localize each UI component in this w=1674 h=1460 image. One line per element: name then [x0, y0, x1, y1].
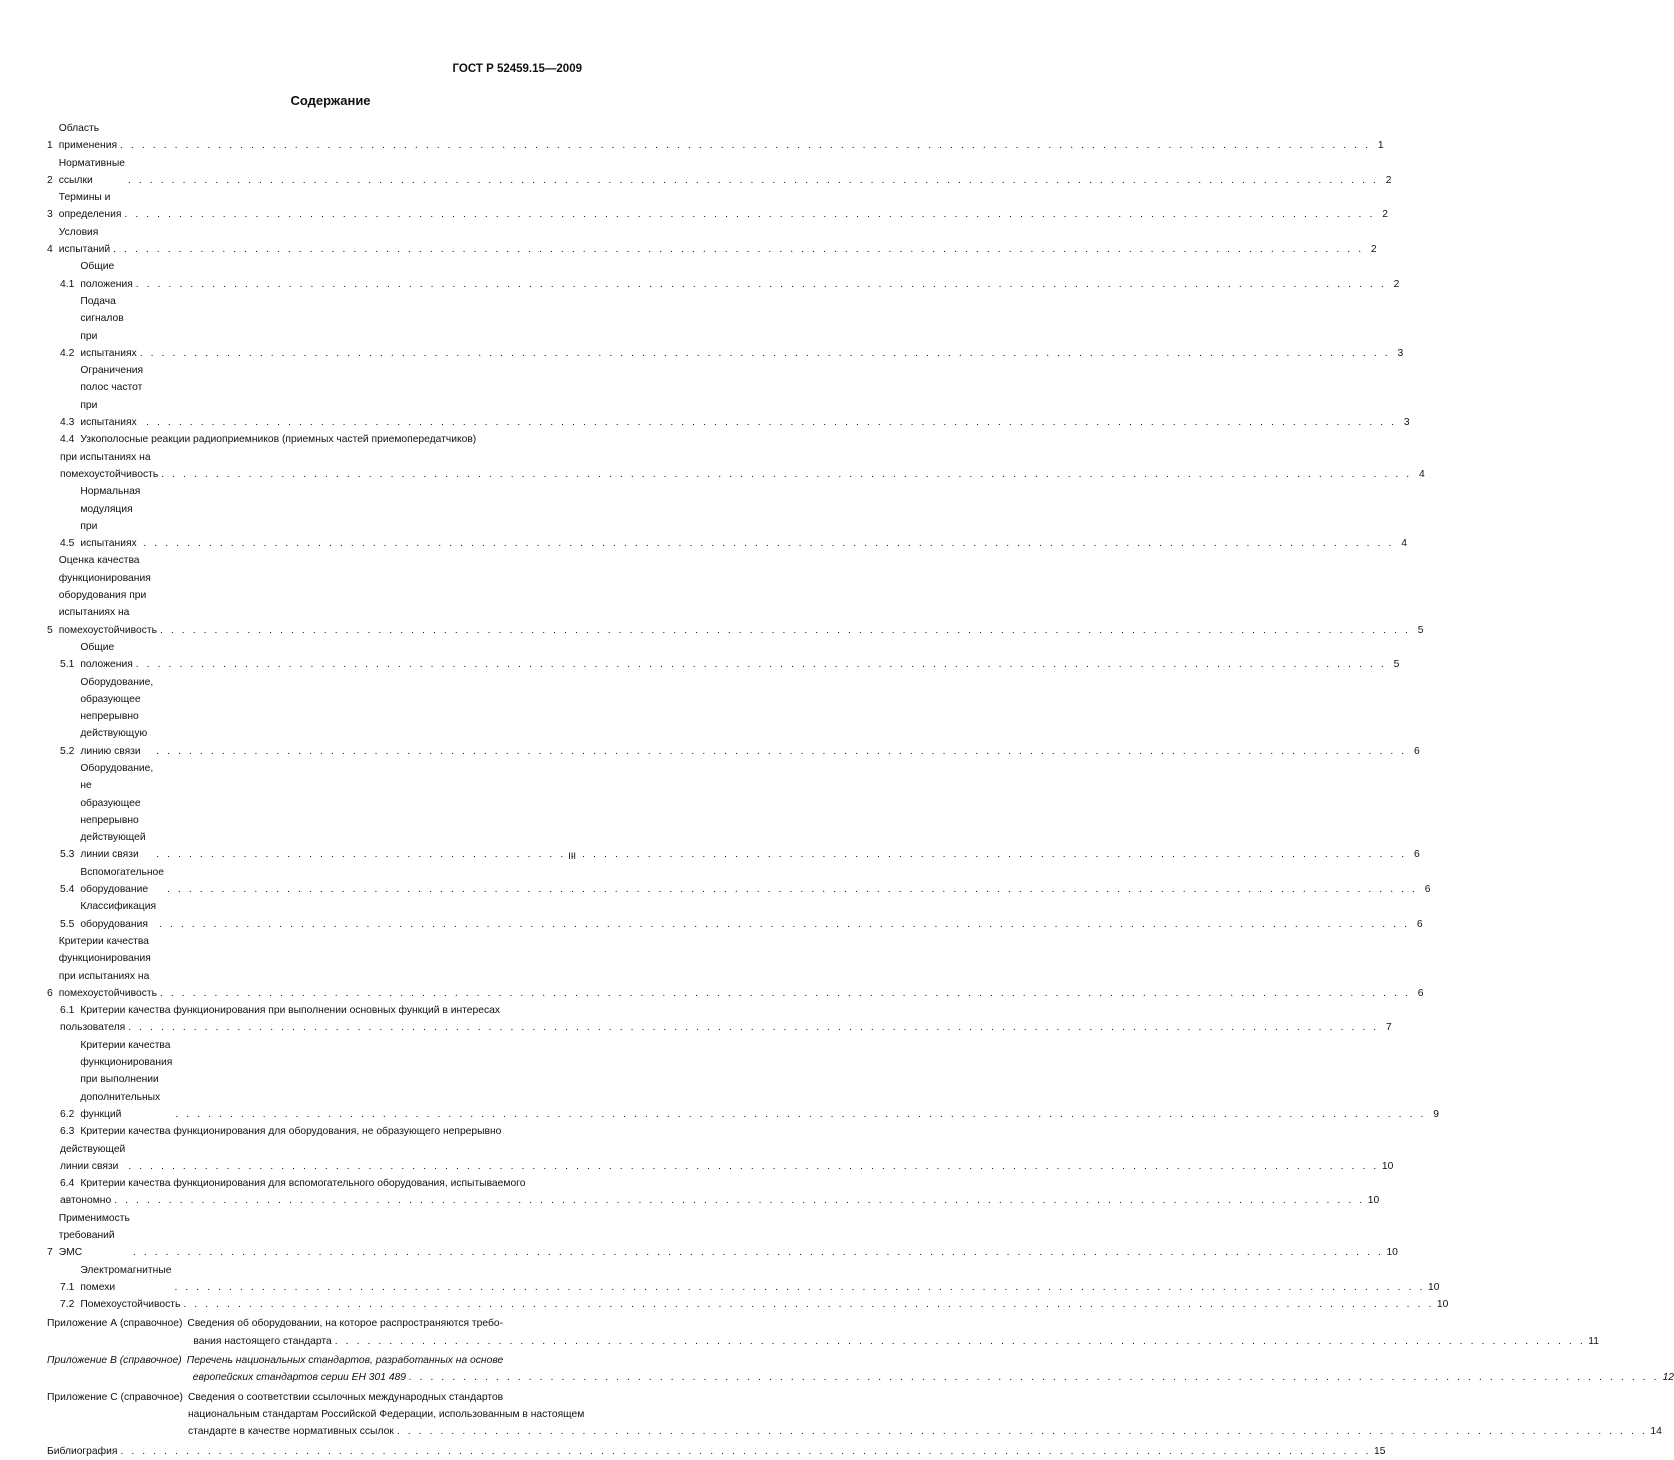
toc-title: Содержание [290, 93, 371, 108]
toc-entry-2[interactable] [47, 155, 1392, 190]
appendix-page: 14 [1650, 1426, 1662, 1438]
leader-dots [175, 1106, 1426, 1123]
appendix-line [193, 1333, 1599, 1350]
toc-entry-number: 6 [47, 987, 53, 999]
toc-entry-number: 4.2 [60, 347, 75, 359]
appendix-line [187, 1352, 1674, 1369]
toc-entry-number: 5 [47, 624, 53, 636]
toc-entry-text: Термины и определения [58, 192, 122, 221]
toc-entry-text: Область применения [58, 123, 118, 152]
toc-entry-text: Критерии качества функционирования при испытаниях на помехоустойчивость [58, 935, 157, 999]
toc-entry-page: 2 [1385, 174, 1392, 186]
toc-entry-text: Критерии качества функционирования для оборудования, не образующего непрерывно [80, 1126, 502, 1138]
appendix-title [187, 1315, 1599, 1350]
toc-entry-line [60, 1019, 1392, 1036]
toc-entry-page: 4 [1401, 538, 1407, 550]
appendix-text: национальным стандартам Российской Федерации, использованным в настоящем [187, 1408, 585, 1420]
toc-appendices [47, 1315, 1674, 1440]
toc-entry-5-1[interactable] [60, 639, 1400, 674]
toc-entry-page: 10 [1427, 1281, 1440, 1293]
leader-dots [114, 1192, 1365, 1209]
appendix-line [188, 1406, 1662, 1423]
appendix-label: Приложение А (справочное) [47, 1318, 183, 1330]
appendix-text: Перечень национальных стандартов, разработанных на основе [186, 1355, 504, 1367]
toc-entry-page: 5 [1417, 624, 1424, 636]
toc-entry-number: 5.2 [60, 745, 75, 757]
toc-entry-page: 4 [1419, 468, 1425, 480]
leader-dots [160, 622, 1411, 639]
leader-dots [128, 1158, 1379, 1175]
leader-dots [183, 1296, 1434, 1313]
appendix-title [187, 1352, 1674, 1387]
leader-dots [133, 1244, 1384, 1261]
leader-dots [140, 345, 1391, 362]
toc-entry-number: 6.4 [60, 1178, 75, 1190]
toc-entry-page: 2 [1393, 278, 1400, 290]
toc-entry-text: автономно [60, 1195, 112, 1207]
appendix-page: 11 [1588, 1335, 1599, 1347]
page-number: III [568, 851, 576, 862]
toc-entry-page: 6 [1417, 987, 1424, 999]
toc-entry-text: Ограничения полос частот при испытаниях [80, 365, 144, 429]
appendix-text: Сведения об оборудовании, на которое распространяются требо- [187, 1318, 504, 1330]
toc-entry-page: 5 [1393, 659, 1400, 671]
leader-dots [136, 276, 1387, 293]
toc-entry-text: Подача сигналов при испытаниях [80, 295, 137, 359]
toc-entry-page: 6 [1414, 745, 1420, 757]
toc-entry-text: Помехоустойчивость [80, 1299, 181, 1311]
toc-entry-bibliography[interactable] [47, 1443, 1386, 1460]
toc-entry-page: 15 [1373, 1445, 1386, 1457]
appendix-text: Сведения о соответствии ссылочных международных стандартов [187, 1391, 504, 1403]
leader-dots [161, 466, 1412, 483]
toc-entry-line [60, 1141, 1394, 1176]
toc-entry-text: Электромагнитные помехи [80, 1264, 172, 1293]
toc-entry-number: 1 [47, 140, 53, 152]
toc-entry-number: 6.1 [60, 1005, 75, 1017]
toc-entry-page: 10 [1367, 1195, 1380, 1207]
appendix-title [188, 1389, 1662, 1441]
toc-entry-number: 5.3 [60, 849, 75, 861]
appendix-text: стандарте в качестве нормативных ссылок [187, 1426, 394, 1438]
toc-appendix-1[interactable] [47, 1315, 1599, 1350]
leader-dots [120, 137, 1371, 154]
leader-dots [128, 172, 1379, 189]
appendix-line [187, 1315, 1599, 1332]
toc-entry-5-5[interactable] [60, 898, 1423, 933]
toc-entry-5[interactable] [47, 552, 1424, 638]
toc-entry-lines [60, 1002, 1392, 1037]
toc-entry-text: действующей линии связи [60, 1143, 126, 1172]
toc-appendix-3[interactable] [47, 1389, 1662, 1441]
leader-dots [146, 414, 1397, 431]
leader-dots [160, 985, 1411, 1002]
toc-entry-4-5[interactable] [60, 483, 1407, 552]
toc-entry-5-3[interactable] [60, 760, 1420, 864]
toc-entry-page: 6 [1416, 918, 1423, 930]
toc-entry-page: 2 [1382, 209, 1388, 221]
toc-entry-6-1[interactable] [60, 1002, 1392, 1037]
appendix-text: вания настоящего стандарта [193, 1335, 332, 1347]
toc-entry-number: 4.1 [60, 278, 75, 290]
toc-entry-number: 7.1 [60, 1281, 75, 1293]
toc-entry-text: Общие положения [80, 641, 133, 671]
toc-entry-line [60, 449, 1425, 484]
toc-entry-lines [60, 431, 1425, 483]
toc-entry-text: Оборудование, не образующее непрерывно действующей линии связи [80, 762, 154, 861]
toc-entry-text: Критерии качества функционирования при выполнении дополнительных функций [80, 1039, 173, 1120]
toc-entry-number: 7 [47, 1247, 53, 1259]
leader-dots [156, 846, 1407, 863]
toc-entry-number: 2 [47, 174, 53, 186]
toc-entry-4-4[interactable] [60, 431, 1425, 483]
leader-dots [174, 1279, 1425, 1296]
toc-entry-7-1[interactable] [60, 1262, 1440, 1297]
toc-entry-lines [60, 1123, 1394, 1175]
toc-entry-page: 1 [1377, 140, 1384, 152]
toc-entry-3[interactable] [47, 189, 1388, 224]
toc-entry-text: Условия испытаний [58, 226, 111, 256]
toc-entry-number: 3 [47, 209, 53, 221]
toc-entry-number: 5.4 [60, 884, 75, 896]
toc-entry-page: 6 [1424, 884, 1431, 896]
toc-entry-number: 5.5 [60, 918, 75, 930]
document-header-id: ГОСТ Р 52459.15—2009 [452, 63, 582, 75]
toc-entry-line [60, 1123, 584, 1140]
leader-dots [143, 535, 1394, 552]
toc-entry-text: Узкополосные реакции радиоприемников (приемных частей приемопередатчиков) [80, 434, 477, 446]
toc-appendix-2[interactable] [47, 1352, 1674, 1387]
toc-entry-text: при испытаниях на помехоустойчивость [60, 451, 159, 480]
toc-entry-5-2[interactable] [60, 674, 1420, 760]
toc-entry-5-4[interactable] [60, 864, 1431, 899]
toc-entry-text: Общие положения [80, 261, 133, 290]
leader-dots [335, 1333, 1586, 1350]
toc-entry-page: 10 [1381, 1160, 1394, 1172]
toc-entry-line [60, 1002, 584, 1019]
toc-entry-number: 4 [47, 244, 53, 256]
toc-entry-text: Библиография [47, 1445, 118, 1457]
appendix-label: Приложение С (справочное) [47, 1391, 183, 1403]
toc-entries [47, 120, 1449, 1313]
leader-dots [409, 1369, 1660, 1386]
toc-entry-4[interactable] [47, 224, 1377, 259]
toc-entry-page: 2 [1370, 244, 1377, 256]
leader-dots [128, 1019, 1379, 1036]
appendix-line [193, 1369, 1674, 1386]
toc-entry-number: 5.1 [60, 659, 75, 671]
toc-entry-page: 9 [1433, 1108, 1439, 1120]
table-of-contents [47, 120, 1674, 1460]
appendix-label: Приложение В (справочное) [47, 1355, 182, 1367]
toc-entry-number: 4.3 [60, 417, 75, 429]
leader-dots [167, 881, 1418, 898]
toc-entry-4-2[interactable] [60, 293, 1404, 362]
toc-entry-page: 10 [1436, 1299, 1449, 1311]
toc-entry-text: Нормальная модуляция при испытаниях [80, 486, 141, 550]
leader-dots [120, 1443, 1371, 1460]
toc-entry-text: Критерии качества функционирования для вспомогательного оборудования, испытываемого [80, 1178, 526, 1190]
toc-entry-6-3[interactable] [60, 1123, 1394, 1175]
toc-entry-page: 3 [1397, 347, 1404, 359]
toc-entry-6[interactable] [47, 933, 1424, 1002]
toc-entry-line [60, 431, 584, 448]
toc-entry-4-1[interactable] [60, 258, 1400, 293]
appendix-line [188, 1389, 1662, 1406]
leader-dots [113, 241, 1364, 258]
toc-entry-1[interactable] [47, 120, 1384, 155]
toc-entry-6-2[interactable] [60, 1037, 1439, 1123]
leader-dots [397, 1423, 1648, 1440]
toc-entry-number: 4.4 [60, 434, 75, 446]
leader-dots [136, 656, 1387, 673]
toc-entry-text: Применимость требований ЭМС [58, 1212, 130, 1259]
toc-entry-lines [60, 1175, 1380, 1210]
toc-entry-text: Критерии качества функционирования при выполнении основных функций в интересах [80, 1005, 500, 1017]
toc-entry-6-4[interactable] [60, 1175, 1380, 1210]
toc-entry-number: 7.2 [60, 1299, 75, 1311]
toc-entry-text: Оценка качества функционирования оборудования при испытаниях на помехоустойчивость [58, 555, 157, 636]
appendix-page: 12 [1662, 1372, 1674, 1384]
toc-entry-7[interactable] [47, 1210, 1398, 1262]
toc-entry-text: Нормативные ссылки [58, 157, 125, 186]
leader-dots [156, 743, 1407, 760]
toc-entry-page: 3 [1403, 417, 1410, 429]
leader-dots [124, 206, 1375, 223]
toc-entry-number: 4.5 [60, 538, 75, 550]
appendix-line [188, 1423, 1662, 1440]
toc-entry-text: Классификация оборудования [80, 901, 157, 930]
toc-entry-page: 7 [1386, 1022, 1392, 1034]
toc-entry-page: 10 [1386, 1247, 1398, 1259]
appendix-text: европейских стандартов серии ЕН 301 489 [192, 1372, 407, 1384]
toc-entry-7-2[interactable] [60, 1296, 1449, 1313]
toc-entry-text: Вспомогательное оборудование [80, 866, 164, 896]
toc-entry-number: 6.3 [60, 1126, 75, 1138]
toc-entry-line [60, 1192, 1380, 1209]
toc-entry-page: 6 [1414, 849, 1420, 861]
leader-dots [159, 916, 1410, 933]
toc-entry-line [60, 1175, 584, 1192]
toc-entry-4-3[interactable] [60, 362, 1410, 431]
toc-entry-number: 6.2 [60, 1108, 75, 1120]
toc-entry-text: Оборудование, образующее непрерывно действующую линию связи [80, 676, 154, 757]
toc-entry-text: пользователя [60, 1022, 126, 1034]
